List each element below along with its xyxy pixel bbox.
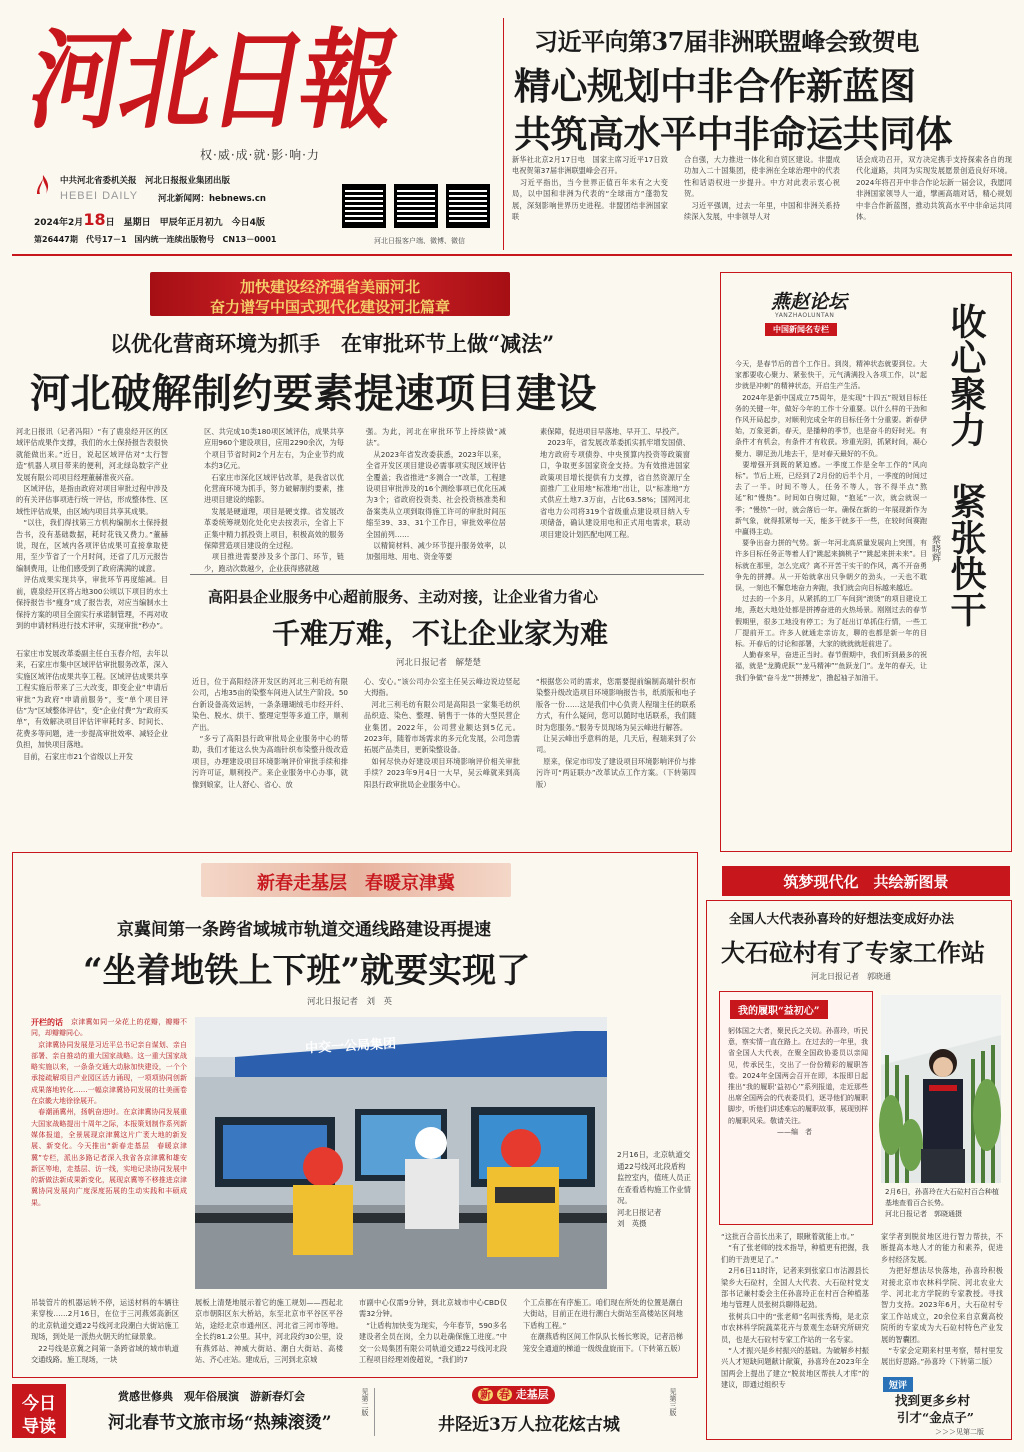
top-story-col-2: 合自强，大力推进一体化和自贸区建设。非盟成功加入二十国集团，使非洲在全球治理中的代表性和话语权进一步提升。中方对此表示衷心祝贺。 习近平强调，过去一年里，中国和非洲关系持续深入发展，中非领导人对: [684, 155, 840, 222]
story4-kicker: 全国人大代表孙喜玲的好想法变成好办法: [729, 911, 955, 926]
short-news-title-1: 找到更多乡村: [895, 1393, 971, 1408]
story-gaoyang: [188, 580, 704, 856]
qr-code-1[interactable]: [342, 184, 386, 228]
fulfil-tag-text: 躬体国之大者，聚民氏之关切。孙喜玲，听民意，察实情一直在路上。在过去的一年里，我省全国人大代表，在聚全国政协委员以亲闻见，传承民生，交出了一份份精彩的履职答卷。2024年全国两会召开在即，本报即日起推出“我的履职‘益初心’”系列报道，走近那些出席全国两会的代表委员们，逐寻他们的履职脚步，听他们讲述难忘的履职故事，展现别样的履职风采。敬请关注。 ——编 者: [728, 1027, 868, 1136]
banner-line-1: 加快建设经济强省美丽河北: [239, 278, 420, 296]
metro-control-photo: [195, 1017, 607, 1289]
top-story-col-1: 新华社北京2月17日电 国家主席习近平17日致电祝贺第37届非洲联盟峰会召开。 习近平指出，当今世界正值百年未有之大变局，以中国和非洲为代表的“全球南方”蓬勃发展，深刻影响世界历史进程。非盟团结非洲国家联: [512, 155, 668, 222]
sidebar-forum: [720, 272, 1012, 852]
masthead-en: HEBEI DAILY: [60, 190, 139, 202]
short-news-note: ＞＞＞见第二版: [935, 1428, 984, 1436]
story-expert-box: [706, 900, 1012, 1440]
metro-photo-caption: 2月16日，北京轨道交通22号线河北段盾构监控室内，值班人员正在查看盾构施工作业情况。 河北日报记者 刘 英摄: [617, 1150, 691, 1228]
top-story-col-3: 话会成功召开，双方决定携手支持探索各自的现代化道路，共同为实现发展愿景创造良好环境。2024年将召开中非合作论坛新一届会议，我愿同非洲国家领导人一道，擘画高端对话，精心规划中非合作新蓝图，推动共筑高水平中非命运共同体。: [856, 155, 1012, 222]
editor-note: [31, 1017, 187, 1283]
fulfil-tag: 我的履职“益初心”: [730, 1000, 828, 1019]
short-news-tag: 短评: [883, 1377, 913, 1392]
story2-col-2: 心、安心。”该公司办公室主任吴云峰边说边竖起大拇指。 河北三利毛纺有限公司是高阳县一家集毛纺织品织造、染色、整理、销售于一体的大型民营企业集团。2022年，公司营业额达到5亿元。2023年，随着市场需求的多元化发展，公司急需拓展产品类目，更新染整设备。 如何尽快办好建设项目环境影响评价相关审批手续？2023年9月4日一大早，吴云峰就来到高阳县行政审批局企业服务中心。: [364, 677, 520, 789]
forum-title: 收心聚力 紧张快干: [945, 303, 987, 627]
qr-caption: 河北日报客户端、微博、微信: [374, 237, 465, 245]
story3-subtitle: 京冀间第一条跨省域城市轨道交通线路建设再提速: [117, 920, 491, 940]
qr-code-2[interactable]: [394, 184, 438, 228]
top-story: [512, 14, 1012, 250]
lily-farm-photo: [881, 995, 1001, 1183]
date-day: 18: [83, 210, 106, 229]
story-metro-box: [12, 852, 698, 1378]
qr-code-3[interactable]: [446, 184, 490, 228]
banner-line-2: 奋力谱写中国式现代化建设河北篇章: [209, 298, 450, 316]
kicker-c: 走基层: [515, 1388, 549, 1401]
masthead-org: 中共河北省委机关报 河北日报报业集团出版: [60, 176, 231, 186]
masthead-date: [34, 210, 265, 229]
story3-byline: 河北日报记者 刘 英: [307, 997, 393, 1007]
banner-spring: [201, 863, 511, 897]
banner-modernization-label: 筑梦现代化 共绘新图景: [783, 873, 949, 891]
story1-col-3: 强。为此，河北在审批环节上持续做“减法”。 从2023年省发改委获悉，2023年以来，全省开发区项目建设必需事项实现区域评估全覆盖；我省推进“多测合一”改革，工程建设项目审批涉及的16个测绘事项已优化压减为3个；省政府投资类、社会投资核准类和备案类从立项到取得施工许可的审批时间压缩至39、33、31个工作日，审批效率位居全国前列…… 以精简材料、减少环节提升服务效率，以加强用地、用电、资金等要: [366, 427, 506, 562]
forum-name: 燕赵论坛: [771, 291, 848, 313]
guide-badge: [12, 1384, 66, 1438]
story2-col-3: “根据您公司的需求，您需要提前编制高端针织布染整升级改造项目环境影响报告书，纸质版和电子版各一份……这是我们中心负责人程瑞主任的联系方式，有什么疑问，您可以随时电话联系，我们随时为您服务。”服务专员现场为吴云峰进行解答。 让吴云峰出乎意料的是，几天后，程瑞来到了公司。 原来，保定市印发了建设项目环境影响评价与排污许可“两证联办”改革试点工作方案。（下转第四版）: [536, 677, 696, 789]
editor-note-head: 开栏的话: [31, 1018, 63, 1027]
banner-modernization: [722, 866, 1010, 896]
photo-banner-text: 中交一公局集团: [304, 1036, 397, 1057]
story2-title: 千难万难，不让企业家为难: [272, 617, 609, 650]
guide-item-2-page: 见第三版: [669, 1388, 677, 1416]
guide-line-2: 导读: [22, 1417, 56, 1437]
kicker-b: 春: [498, 1388, 510, 1401]
guide-item-2-title: 井陉近3万人拉花炫古城: [438, 1415, 620, 1435]
story1-col-1: 河北日报讯（记者冯阳）“有了鹿泉经开区的区域评估成果作支撑，我们的水土保持报告表很快就能做出来。”近日，说起区域评估对“太行智造”机器人项目带来的便利，河北绿岛数字产业发展有限公司项目经理董赫准夜兴奋。 区域评估，是指由政府对项目审批过程中涉及的有关评估事项进行统一评估，形成整体性、区域性评估成果，由区域内项目共享其成果。 “以往，我们得找第三方机构编制水土保持报告书，没有基础数据，耗时花钱又费力。”董赫说，现在，区域内各项评估成果可直接拿取使用，至少节省了一个月时间，还省了几万元报告编制费用，让他们感受到了政府满满的诚意。 评估成果实现共享，审批环节再度缩减。目前，鹿泉经开区将占地300公顷以下项目的水土保持报告书“瘦身”成了报告表，对应当编制水土保持方案的项目全面实行承诺制管理，不再对收到的申请材料进行技术评审，实现审批“秒办”。: [16, 427, 168, 630]
lily-photo-caption: 2月6日，孙喜玲在大石砬村百合种植基地查看百合长势。 河北日报记者 郭晓通摄: [885, 1188, 999, 1218]
masthead-issue: 第26447期 代号17－1 国内统一连续出版物号 CN13－0001: [34, 235, 277, 244]
guide-item-1-title: 河北春节文旅市场“热辣滚烫”: [108, 1413, 332, 1433]
forum-text: 今天，是春节后的首个工作日。到岗，精神状态就要到位。大家都要收心聚力、紧张快干，元气满满投入各项工作，以“起步就是冲刺”的精神状态，开启生产生活。 2024年是新中国成立75周年，是实现“十四五”规划目标任务的关键一年，做好今年的工作十分重要。以什么样的干劲和作风开局起步，对顺利完成全年的目标任务十分重要。新春伊始，万象更新，春天，是播种的季节，也是奋斗的好时光。有条件才有机会，有条件才有收获。珍重光阴，抓紧时间，凝心聚力、聊足劲儿地去干，是对春天最好的不负。 要增强开到既的紧迫感。一季度工作是全年工作的“风向标”。节后上班，已经到了2月份的后半个月，一季度的时间过去了一半。时间不等人，任务不等人，容不得半点“熬延”和“慢热”。时间如白驹过隙，“抱延”一次，就会就误一季；“慢热”一时，就会落后一年。确保在新的一年展现新作为新气象，就得抓紧每一天，能多干就多干一些，在较时间赛跑中赢得主动。 要争出奋力拼的气势。新一年河北高质量发展向上突围，有许多目标任务正等着人们“跳起来摘桃子”“跳起来拼未来”。目标就在那里，怎么完成？离不开苦干实干的作风，离不开奋勇争先的拼搏。从一开始就拿出只争朝夕的劲头，一天也不耽误，一刻也不懈怠地奋力奔跑，我们就会向目标越来越近。 过去的一个多月，从紧抓的工厂车间到“滚烫”的项目建设工地，燕赵大地处处都是拼搏奋进的火热场景。刚刚过去的春节假期里，很多工地没有停工；为了赶出订单抓住行情，一些工厂提前开工。许多人就通走亲访友，聊的也都是新一年的目标。开春后的讨论和部署，大家的就就就赶前进了。 人勤春来早，奋进正当时。春节假期中，我们听到最多的祝福，就是“龙腾虎跃”“龙马精神”“鱼跃龙门”。龙年的春天，让我们争做“奋斗龙”“拼搏龙”，撸起袖子加油干。: [735, 360, 927, 682]
guide-item-1[interactable]: [78, 1384, 369, 1438]
story4-col-1: “这批百合苗长出来了，眼瞅着就能上市。” “有了张老师的技术指导，种植更有把握，我们的干劲更足了。” 2月6日11时许，记者来到张家口市沽源县长梁乡大石砬村，全国人大代表、大石砬村党支部书记兼村委会主任孙喜玲正在村百合种植基地与管理人员张树兵聊得起劲。 张树兵口中的“张老师”名叫张秀梅，是北京市农林科学院蔬菜花卉与景观生态研究所研究员，也是大石砬村专家工作站的一名专家。 “人才振兴是乡村振兴的基础。为破解乡村振兴人才短缺问题献计献策，孙喜玲在2023年全国两会上提出了建立“脱贫地区帮扶人才库”的建议，即通过组织专: [721, 1232, 869, 1390]
kicker-a: 新: [480, 1388, 491, 1401]
story3-title: “坐着地铁上下班”就要实现了: [83, 951, 531, 991]
masthead-flame-icon: [34, 174, 52, 196]
story1-title: 河北破解制约要素提速项目建设: [30, 370, 597, 417]
story2-byline: 河北日报记者 解楚楚: [396, 658, 482, 668]
story3-col-1: 吊装管片的机器运转不停，运送材料的车辆往来穿梭……2月16日，在位于三河燕郊高新区的北京轨道交通22号线河北段潮白大街站施工现场，到处是一派热火朝天的忙碌景象。 22号线是京冀之间第一条跨省域的城市轨道交通线路。施工现场，一块: [31, 1298, 179, 1365]
top-story-kicker: 习近平向第37届非洲联盟峰会致贺电: [534, 27, 919, 56]
banner-spring-label: 新春走基层 春暖京津冀: [257, 873, 455, 894]
story-project-speed: [14, 324, 704, 630]
story3-col-2: 展板上清楚地展示着它的施工规划——西起北京市朝阳区东大桥站，东至北京市平谷区平谷站，途经北京市通州区、河北省三河市等地。全长约81.2公里。其中，河北段约30公里，设有燕郊站、神威大街站、潮白大街站、高楼站、齐心庄站。建成后，三河到北京城: [195, 1298, 343, 1365]
story4-col-2: 家学者到脱贫地区进行智力帮扶，不断提高本地人才的能力和素养，促进乡村经济发展。 为把好想法尽快落地，孙喜玲积极对接北京市农林科学院、河北农业大学、河北北方学院的专家教授。寻找智力支持。2023年6月，大石砬村专家工作站成立，20余位来自京冀高校院所的专家成为大石砬村特色产业发展的智囊团。 “专家会定期来村里考察，帮村里发展出好思路。”孙喜玲（下转第二版）: [881, 1232, 1003, 1367]
top-story-title-2: 共筑高水平中非命运共同体: [514, 112, 952, 156]
story2-subtitle: 高阳县企业服务中心超前服务、主动对接，让企业省力省心: [208, 588, 599, 606]
date-suffix: 日 星期日 甲辰年正月初九 今日4版: [105, 218, 265, 228]
guide-item-1-kicker: 赏感世修典 观年俗展演 游新春灯会: [118, 1390, 305, 1403]
story1-subtitle: 以优化营商环境为抓手 在审批环节上做“减法”: [110, 331, 555, 356]
banner-economic: [150, 272, 510, 316]
story3-col-3: 市副中心仅需9分钟，到北京城市中心CBD仅需32分钟。 “让盾构加快变为现实，今年春节，590多名建设者全员在岗，全力以赴确保施工进度。”中交一公局集团有限公司轨道交通22号线河北段工程项目经理刘俊超说，“我们的7: [359, 1298, 507, 1365]
story4-byline: 河北日报记者 郭晓通: [811, 972, 891, 981]
date-prefix: 2024年2月: [34, 218, 84, 228]
guide-item-2[interactable]: [392, 1384, 692, 1438]
story1-col-2: 区、共完成10类180项区域评估，成果共享应用960个建设项目，应用2290余次，为每个项目节省时间2个月左右，为企业节约成本约3亿元。 石家庄市深化区域评估改革，是我省以优化营商环境为抓手，努力破解制约要素，推进项目建设的缩影。 发展是硬道理，项目是硬支撑。省发展改革委统筹规划化处化史去按表示，全省上下正集中精力抓投资上项目，积极高效的服务保障营造项目建设的全过程。 项目推进需要涉及多个部门、环节，链少，跑动次数越少，企业获得感就越: [204, 427, 344, 573]
today-guide: [12, 1384, 702, 1440]
story1-col-1b: 石家庄市发展改革委副主任白玉春介绍，去年以来，石家庄市集中区域评估审批服务改革，深入实施区域评估成果共享工程。区域评估成果共享工程实施后带来了三大改变，即变企业“申请后审批”为政府“申请前服务”，变“单个项目评估”为“区域整体评估”，变“企业付费”为“政府买单”，有效解决项目评估评审耗时多、时间长、花费多等问题，进一步提高审批效率、减轻企业负担，加快项目落地。 目前，石家庄市21个省级以上开发: [16, 649, 168, 761]
short-news-title-2: 引才“金点子”: [897, 1410, 974, 1425]
masthead-website: 河北新闻网：hebnews.cn: [158, 194, 266, 204]
masthead-slogan: 权·威·成·就·影·响·力: [200, 148, 320, 162]
story2-col-1: 近日，位于高阳经济开发区的河北三利毛纺有限公司，占地35亩的染整车间进入试生产阶段。50台新设备高效运转，一条条珊瑚绒毛巾经开纤、染色、脱水、烘干、整理定型等多道工序，顺利产出。 “多亏了高阳县行政审批局企业服务中心的帮助，我们才能这么快为高端针织布染整升级改造项目，办理建设项目环境影响评价审批手续和排污许可证，顺利投产。来企业服务中心办事，就像到娘家，让人舒心、省心、放: [192, 677, 348, 789]
editor-note-text: 京津冀如同一朵花上的花瓣，瓣瓣不同，却瓣瓣同心。 京津冀协同发展是习近平总书记亲自谋划、亲自部署、亲自推动的重大国家战略。这一重大国家战略实施以来，一条条交通大动脉加快建设，一个个承接疏解项目产业园区活力涌现，一项项协同创新成果落地转化……一幅京津冀协同发展的壮美画卷在京畿大地徐徐展开。 春潮涌冀州，扬帆奋进时。在京津冀协同发展重大国家战略提出十周年之际，本报策划制作系列新媒体报道，全景展现京津冀这片广袤大地的新发展、新变化。今天推出“新春走基层 春暖京津冀”专栏，派出多路记者深入我省各京津冀和雄安新区等地，走基层、访一线，实地记录协同发展中的新做法新成果新变化，展现京冀等不移推进京津冀协同发展向广度深度拓展的生动实践和丰硕成果。: [31, 1018, 187, 1207]
forum-tag: 中国新闻名专栏: [765, 323, 837, 336]
guide-line-1: 今日: [22, 1394, 56, 1414]
story4-title: 大石砬村有了专家工作站: [721, 938, 985, 967]
top-story-title-1: 精心规划中非合作新蓝图: [514, 64, 916, 108]
fulfil-tag-box: [719, 991, 873, 1225]
story3-col-4: 个工点都在有序施工。咱们现在所处的位置是潮白大街站，目前正在进行潮白大街站至高楼站区间地下盾构工程。” 在潮燕盾构区间工作队队长杨长寒说，记者沿梯笼安全通道的梯道一级级盘旋而下。（下转第五版）: [523, 1298, 685, 1353]
short-news[interactable]: [877, 1375, 1005, 1437]
guide-item-2-kicker: [472, 1386, 555, 1404]
forum-logo: [751, 287, 871, 343]
forum-en: YANZHAOLUNTAN: [775, 312, 835, 319]
story1-col-4: 素保障，促进项目早落地、早开工、早投产。 2023年，省发展改革委抓实抓牢增发国债、地方政府专项债券、中央预算内投资等政策窗口，争取更多国家资金支持。为有效推进国家政策项目增长提供有力支撑，省自然资源厅全面推广工业用地“标准地”出让，以“标准地”方式供应土地7.3万亩，占比63.58%；国网河北省电力公司将319个省级重点建设项目纳入专项储备，确认建设用电和正式用电需求，联动项目建设计划匹配电网工程。: [540, 427, 690, 539]
guide-item-1-page: 见第二版: [361, 1388, 369, 1416]
masthead: [20, 14, 498, 246]
masthead-logo: 河北日報: [20, 17, 404, 145]
forum-author: 蔡晓辉: [930, 535, 940, 562]
